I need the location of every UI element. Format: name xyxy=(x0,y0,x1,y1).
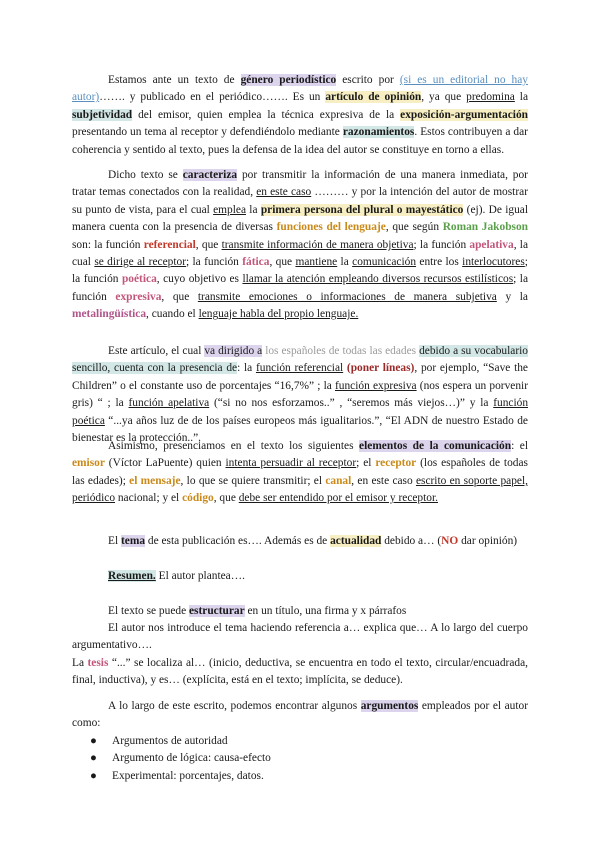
keyword-mensaje: el mensaje xyxy=(129,474,181,487)
text: son: la función xyxy=(72,238,144,251)
text: . Estos contribuyen a dar coherencia y sentido al texto, pues la defensa de la idea del autor se constituye en torno a ellas. xyxy=(72,126,528,156)
keyword-exposicion: exposición-argumentación xyxy=(400,108,528,121)
list-item xyxy=(90,733,528,750)
text: presentando un tema al receptor y defendiéndolo mediante xyxy=(72,126,343,139)
text: entre los xyxy=(416,256,463,269)
underlined-phrase: escrito en soporte papel, periódico xyxy=(72,474,528,505)
text: ; la función xyxy=(185,256,243,269)
text: del emisor, quien emplea la técnica expresiva de la xyxy=(132,108,401,121)
highlight-vocabulario: debido a su vocabulario sencillo, cuenta con la presencia de xyxy=(72,345,528,375)
text: escrito por xyxy=(336,74,400,86)
underlined-phrase: intenta persuadir al receptor xyxy=(225,457,357,470)
underlined-phrase: se dirige al receptor xyxy=(94,256,186,269)
text: El xyxy=(108,535,121,547)
text: , lo que se quiere transmitir; el xyxy=(180,474,326,487)
text: (los españoles de todas las edades); xyxy=(72,457,528,487)
text: El autor plantea…. xyxy=(155,570,245,582)
text: en un título, una firma y x párrafos xyxy=(244,605,407,617)
paragraph-tema xyxy=(72,533,528,550)
function-referencial: referencial xyxy=(143,238,196,251)
text: la xyxy=(337,256,353,269)
paragraph-argumentos xyxy=(72,698,528,733)
underlined-phrase: llamar la atención empleando diversos recursos estilísticos xyxy=(242,273,514,286)
text: Estamos ante un texto de xyxy=(108,74,241,86)
function-apelativa: apelativa xyxy=(469,238,514,251)
keyword-jakobson: Roman Jakobson xyxy=(442,221,529,234)
keyword-no: NO xyxy=(441,535,459,547)
text: dar opinión) xyxy=(458,535,518,547)
text: Asimismo, presenciamos en el texto los siguientes xyxy=(108,440,360,452)
text: y la xyxy=(496,290,528,303)
text: , cuyo objetivo es xyxy=(156,273,243,286)
text: ; la función xyxy=(72,256,528,286)
note-poner-lineas: (poner líneas) xyxy=(346,362,415,375)
list-item xyxy=(90,768,528,785)
text: ……. y publicado en el periódico……. Es un xyxy=(99,91,326,104)
keyword-funciones: funciones del lenguaje xyxy=(276,221,386,234)
function-expresiva: expresiva xyxy=(115,290,162,303)
keyword-elementos: elementos de la comunicación xyxy=(359,440,512,452)
text: , en este caso xyxy=(351,474,416,487)
list-item-label: Experimental: porcentajes, datos. xyxy=(112,769,264,782)
keyword-genre: género periodístico xyxy=(240,74,337,86)
text: , por ejemplo, “Save the Children” o el constante uso de porcentajes “16,7%” ; la xyxy=(72,362,528,392)
text: (“si no nos esforzamos..” , “seremos más viejos…)” y la xyxy=(209,397,494,410)
bullet-icon: ● xyxy=(90,735,97,747)
text: (Víctor LaPuente) quien xyxy=(104,457,226,470)
keyword-tesis: tesis xyxy=(87,657,109,669)
text: La xyxy=(72,657,88,669)
function-poetica: poética xyxy=(121,273,157,286)
keyword-argumentos: argumentos xyxy=(360,700,419,712)
underlined-word: interlocutores xyxy=(462,256,525,269)
paragraph-resumen xyxy=(72,568,528,585)
text: por transmitir la información de una manera inmediata, por tratar temas conectados con la realidad, xyxy=(72,169,528,199)
list-item xyxy=(90,750,528,767)
text: ; la función xyxy=(413,238,470,251)
text: la xyxy=(514,91,528,104)
text: El autor nos introduce el tema haciendo referencia a… explica que… A lo largo del cuerpo argumentativo…. xyxy=(72,622,528,652)
text: , que xyxy=(269,256,296,269)
text: , que xyxy=(195,238,222,251)
audience-text: los españoles de todas las edades xyxy=(265,345,417,357)
underlined-phrase: debe ser entendido por el emisor y receptor. xyxy=(238,492,438,505)
keyword-estructurar: estructurar xyxy=(188,605,245,617)
keyword-emisor: emisor xyxy=(72,457,105,470)
text: de esta publicación es…. Además es de xyxy=(145,535,331,547)
text: “...ya años luz de de los países europeos más igualitarios.”, “El ADN de nuestro Estado de bienestar es la protección..”. xyxy=(72,414,528,445)
text: , ya que xyxy=(421,91,467,104)
underlined-phrase: en este caso xyxy=(256,186,312,199)
keyword-caracteriza: caracteriza xyxy=(182,169,238,181)
function-fatica: fática xyxy=(242,256,270,269)
text: , que xyxy=(161,290,198,303)
text: , que según xyxy=(385,221,443,234)
keyword-actualidad: actualidad xyxy=(330,535,382,547)
author-note: (si es un editorial no hay autor) xyxy=(72,74,528,104)
text: ; la función xyxy=(72,273,529,303)
keyword-resumen: Resumen. xyxy=(108,570,156,582)
underlined-word: emplea xyxy=(213,203,246,216)
paragraph-estructura xyxy=(72,603,528,620)
text: Dicho texto se xyxy=(108,169,183,181)
text: , cuando el xyxy=(146,308,199,321)
keyword-opinion: artículo de opinión xyxy=(325,91,422,104)
arguments-list xyxy=(90,733,528,785)
keyword-codigo: código xyxy=(182,492,214,505)
underlined-phrase: transmite información de manera objetiva xyxy=(221,238,414,251)
list-item-label: Argumento de lógica: causa-efecto xyxy=(112,752,271,765)
text: ……… y por la intención del autor de mostrar su punto de vista, para el cual xyxy=(72,186,528,216)
keyword-tema: tema xyxy=(120,535,146,547)
paragraph-caracteristicas xyxy=(72,167,528,324)
underlined-phrase: función poética xyxy=(72,397,529,427)
text: , la cual xyxy=(72,238,529,269)
bullet-icon: ● xyxy=(90,769,97,782)
keyword-canal: canal xyxy=(325,474,352,487)
text: (ej). De igual manera cuenta con la presencia de diversas xyxy=(72,203,528,234)
paragraph-articulo xyxy=(72,343,528,447)
paragraph-cuerpo xyxy=(72,620,528,655)
text: : la xyxy=(237,362,256,375)
paragraph-tesis xyxy=(72,655,528,690)
underlined-word: predomina xyxy=(466,91,515,104)
text: Este artículo, el cual xyxy=(108,345,205,357)
keyword-receptor: receptor xyxy=(375,457,417,470)
text: ; el xyxy=(356,457,376,470)
underlined-phrase: lenguaje habla del propio lenguaje. xyxy=(198,308,359,321)
text: El texto se puede xyxy=(108,605,189,617)
text: : el xyxy=(511,440,529,452)
text: la xyxy=(246,203,261,216)
list-item-label: Argumentos de autoridad xyxy=(112,735,228,747)
underlined-word: mantiene xyxy=(295,256,338,269)
text: nacional; y el xyxy=(115,492,183,505)
text: debido a… ( xyxy=(381,535,442,547)
text: “...” se localiza al… (inicio, deductiva, se encuentra en todo el texto, circular/encuadrada, final, inductiva), y es… (explícita, está en el texto; implícita, se deduce). xyxy=(72,657,528,687)
text: empleados por el autor como: xyxy=(72,700,528,730)
highlight-dirigido: va dirigido a xyxy=(204,345,263,357)
text: (nos espera un porvenir gris) “ ; la xyxy=(72,379,529,410)
underlined-phrase: función apelativa xyxy=(128,397,210,410)
bullet-icon: ● xyxy=(90,752,97,765)
function-metalinguistica: metalingüística xyxy=(72,308,147,321)
keyword-subjetividad: subjetividad xyxy=(72,108,133,121)
text: A lo largo de este escrito, podemos encontrar algunos xyxy=(108,700,361,712)
keyword-primera-persona: primera persona del plural o mayestático xyxy=(260,203,464,216)
paragraph-intro xyxy=(72,72,528,159)
keyword-razonamientos: razonamientos xyxy=(342,126,415,139)
underlined-word: comunicación xyxy=(352,256,417,269)
underlined-phrase: función expresiva xyxy=(334,379,417,392)
text: , que xyxy=(213,492,239,505)
paragraph-elementos xyxy=(72,438,528,508)
underlined-phrase: transmite emociones o informaciones de manera subjetiva xyxy=(197,290,497,303)
underlined-phrase: función referencial xyxy=(255,362,344,375)
